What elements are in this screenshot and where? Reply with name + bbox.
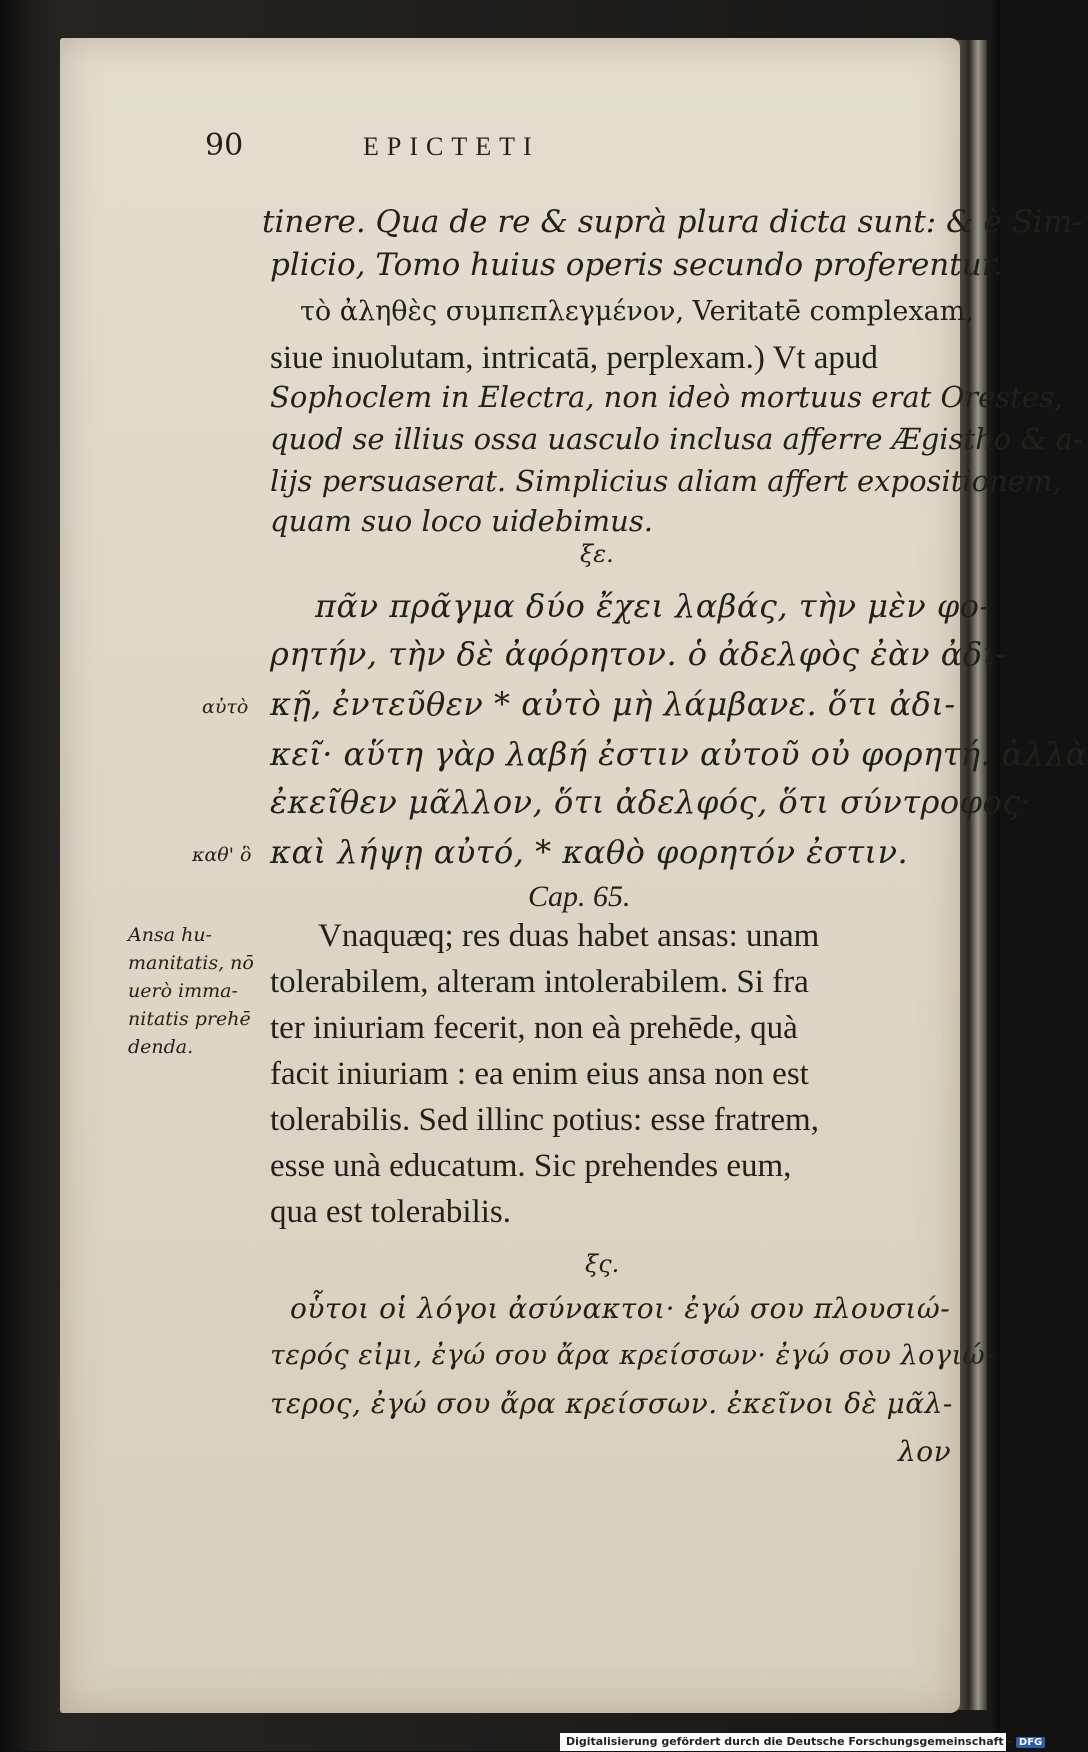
- margin-note: Ansa hu-: [128, 924, 212, 946]
- running-head: EPICTETI: [363, 132, 540, 161]
- footer-text: Digitalisierung gefördert durch die Deutsche Forschungsgemeinschaft -: [566, 1735, 1013, 1748]
- text-line: plicio, Tomo huius operis secundo proferentur.: [270, 247, 1003, 283]
- section-mark: ξς.: [585, 1250, 620, 1278]
- margin-note: manitatis, nō: [128, 952, 254, 974]
- latin-line: tolerabilem, alteram intolerabilem. Si fra: [270, 964, 809, 1000]
- greek-line: καὶ λήψῃ αὐτό, * καθὸ φορητόν ἐστιν.: [270, 833, 909, 871]
- margin-note: nitatis prehē: [128, 1008, 251, 1030]
- page-header: [205, 128, 765, 172]
- margin-note: αὐτὸ: [202, 696, 249, 718]
- margin-note: denda.: [128, 1036, 194, 1058]
- book-page: [60, 38, 960, 1713]
- latin-line: qua est tolerabilis.: [270, 1194, 512, 1230]
- text-line: quod se illius ossa uasculo inclusa afferre Ægistho & a-: [270, 422, 1083, 456]
- latin-line: tolerabilis. Sed illinc potius: esse fratrem,: [270, 1102, 819, 1138]
- greek-line: οὗτοι οἱ λόγοι ἀσύνακτοι· ἐγώ σου πλουσιώ-: [290, 1292, 951, 1325]
- text-line: siue inuolutam, intricatā, perplexam.) Vt apud: [270, 340, 878, 376]
- text-line: τὸ ἀληθὲς συμπεπλεγμένον, Veritatē complexam,: [300, 296, 974, 327]
- greek-line: ρητήν, τὴν δὲ ἀφόρητον. ὁ ἀδελφὸς ἐὰν ἀδι-: [270, 635, 1007, 673]
- margin-note: καθ' ὃ: [192, 844, 252, 866]
- greek-line: κεῖ· αὕτη γὰρ λαβή ἐστιν αὐτοῦ οὐ φορητή. ἀλλὰ: [270, 735, 1088, 773]
- latin-line: ter iniuriam fecerit, non eà prehēde, quà: [270, 1010, 798, 1046]
- section-mark: ξε.: [580, 540, 614, 568]
- digitization-footer: [560, 1733, 1043, 1751]
- dfg-logo-icon: DFG: [1016, 1737, 1045, 1748]
- greek-line: πᾶν πρᾶγμα δύο ἔχει λαβάς, τὴν μὲν φο-: [315, 587, 991, 625]
- latin-line: Vnaquæq; res duas habet ansas: unam: [318, 918, 820, 954]
- greek-line: ἐκεῖθεν μᾶλλον, ὅτι ἀδελφός, ὅτι σύντροφος·: [270, 783, 1032, 821]
- catchword: λον: [898, 1435, 952, 1468]
- text-line: lijs persuaserat. Simplicius aliam affert expositionem,: [270, 464, 1062, 498]
- text-line: tinere. Qua de re & suprà plura dicta sunt: & è Sim-: [262, 204, 1083, 240]
- page-number: 90: [205, 128, 244, 163]
- margin-note: uerò imma-: [128, 980, 238, 1002]
- chapter-label: Cap. 65.: [528, 880, 631, 913]
- greek-line: τερος, ἐγώ σου ἄρα κρείσσων. ἐκεῖνοι δὲ μᾶλ-: [270, 1387, 953, 1420]
- text-line: quam suo loco uidebimus.: [270, 504, 653, 538]
- book-edge: [957, 40, 987, 1710]
- greek-line: κῇ, ἐντεῦθεν * αὐτὸ μὴ λάμβανε. ὅτι ἀδι-: [270, 685, 956, 723]
- text-line: Sophoclem in Electra, non ideò mortuus erat Orestes,: [270, 380, 1064, 414]
- latin-line: facit iniuriam : ea enim eius ansa non est: [270, 1056, 809, 1092]
- latin-line: esse unà educatum. Sic prehendes eum,: [270, 1148, 792, 1184]
- greek-line: τερός εἰμι, ἐγώ σου ἄρα κρείσσων· ἐγώ σου λογιώ-: [270, 1340, 995, 1371]
